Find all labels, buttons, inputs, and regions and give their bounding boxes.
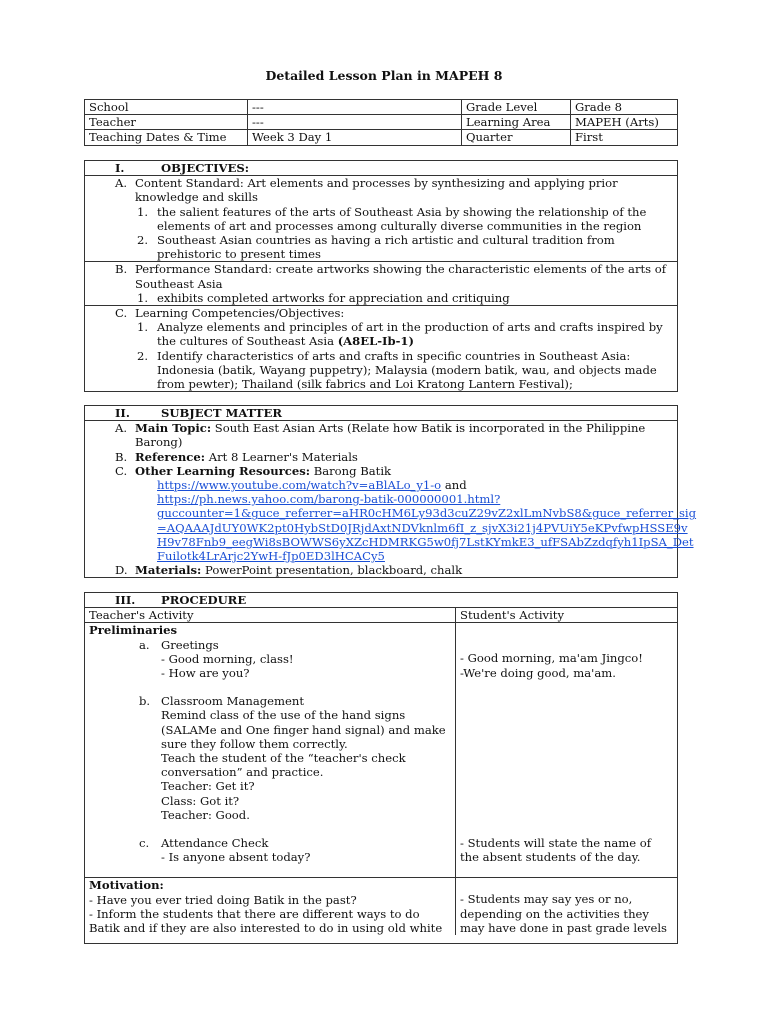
item-label: C. (115, 463, 128, 478)
teaching-dates-value: Week 3 Day 1 (248, 130, 462, 145)
yahoo-link[interactable]: https://ph.news.yahoo.com/barong-batik-000000001.html? (157, 492, 501, 507)
section-title: SUBJECT MATTER (161, 406, 283, 420)
quarter-value: First (571, 130, 678, 145)
competency-item: Identify characteristics of arts and crafts in specific countries in Southeast Asia: Indonesia (batik, Wayang puppetry); Malaysia (modern batik, wau, and objects made from pewter); Thailand (silk fabrics and Loi Kratong Lantern Festival); (157, 348, 657, 392)
item-label: A. (115, 421, 128, 436)
student-response: depending on the activities they (460, 906, 649, 921)
subject-matter-section (84, 405, 697, 578)
teacher-value: --- (248, 115, 462, 130)
management-line: Teacher: Good. (161, 807, 250, 822)
other-resources-text: Barong Batik (310, 463, 392, 478)
yahoo-link-cont[interactable]: =AQAAAJdUY0WK2pt0HybStD0JRjdAxtNDVknlm6fI_z_sjvX3i21j4PVUiY5eKPvfwpHSSE9v (157, 520, 688, 535)
competency-item: Analyze elements and principles of art in the production of arts and crafts inspired by the cultures of Southeast Asia (157, 320, 663, 349)
yahoo-link-cont[interactable]: Fuilotk4LrArjc2YwH-fJp0ED3lHCACy5 (157, 549, 385, 564)
motivation-label: Motivation: (89, 878, 164, 893)
grade-level-value: Grade 8 (571, 100, 678, 115)
link-connector: and (441, 478, 467, 493)
page-title: Detailed Lesson Plan in MAPEH 8 (265, 68, 503, 83)
student-response: - Students will state the name of (460, 835, 652, 850)
student-activity-header: Student's Activity (460, 608, 564, 623)
performance-standard-item: exhibits completed artworks for appreciation and critiquing (157, 290, 510, 305)
materials-text: PowerPoint presentation, blackboard, chalk (201, 563, 463, 578)
item-label: 2. (137, 233, 149, 248)
other-resources-label: Other Learning Resources: (135, 463, 311, 478)
learning-area-label: Learning Area (462, 115, 571, 130)
item-label: c. (139, 836, 150, 851)
section-number: III. (115, 593, 136, 607)
content-standard-text: Content Standard: Art elements and processes by synthesizing and applying prior knowledge and skills (135, 176, 618, 205)
student-response: - Students may say yes or no, (460, 892, 633, 907)
section-title: PROCEDURE (161, 593, 247, 607)
learning-area-value: MAPEH (Arts) (571, 115, 678, 130)
student-response: -We're doing good, ma'am. (460, 665, 616, 680)
objectives-heading (85, 161, 677, 176)
item-label: 1. (137, 320, 149, 335)
grade-level-label: Grade Level (462, 100, 571, 115)
yahoo-link-cont[interactable]: guccounter=1&guce_referrer=aHR0cHM6Ly93d3cuZ29vZ2xlLmNvbS8&guce_referrer_sig (157, 506, 697, 521)
content-standard-block (85, 176, 677, 262)
quarter-label: Quarter (462, 130, 571, 145)
content-standard-item: Southeast Asian countries as having a rich artistic and cultural tradition from prehistoric to present times (157, 233, 615, 262)
greeting-line: - How are you? (161, 666, 250, 681)
materials-label: Materials: (135, 563, 202, 578)
item-label: B. (115, 449, 128, 464)
item-label: 1. (137, 290, 149, 305)
student-preliminaries (456, 623, 677, 877)
preliminaries-row (85, 623, 677, 878)
teacher-activity-header: Teacher's Activity (85, 608, 456, 622)
yahoo-link-cont[interactable]: H9v78Fnb9_eegWi8sBOWWS6yXZcHDMRKG5w0fj7LstKYmkE3_ufFSAbZzdqfyh1IpSA_Det (157, 534, 694, 549)
main-topic-label: Main Topic: (135, 421, 212, 436)
management-line: Teach the student of the “teacher's check (161, 751, 406, 766)
section-number: II. (115, 406, 130, 420)
motivation-line: - Have you ever tried doing Batik in the past? (89, 892, 357, 907)
management-line: Remind class of the use of the hand signs (161, 708, 406, 723)
preliminaries-label: Preliminaries (89, 623, 178, 638)
student-response: the absent students of the day. (460, 850, 641, 865)
management-line: (SALAMe and One finger hand signal) and make (161, 722, 446, 737)
teaching-dates-label: Teaching Dates & Time (85, 130, 248, 145)
item-label: b. (139, 694, 151, 709)
item-label: D. (115, 563, 128, 578)
teacher-label: Teacher (85, 115, 248, 130)
learning-competencies-block (85, 306, 677, 391)
performance-standard-block (85, 262, 677, 306)
management-line: Class: Got it? (161, 793, 240, 808)
attendance-line: - Is anyone absent today? (161, 850, 311, 865)
management-line: conversation” and practice. (161, 765, 324, 780)
classroom-management-title: Classroom Management (161, 694, 304, 709)
reference-label: Reference: (135, 449, 206, 464)
section-title: OBJECTIVES: (161, 161, 249, 175)
student-response: - Good morning, ma'am Jingco! (460, 651, 643, 666)
motivation-line: Batik and if they are also interested to do in using old white (89, 921, 443, 936)
greeting-line: - Good morning, class! (161, 651, 294, 666)
learning-competencies-text: Learning Competencies/Objectives: (135, 306, 345, 321)
student-response: may have done in past grade levels (460, 920, 668, 935)
student-motivation (456, 878, 677, 935)
main-topic-text: South East Asian Arts (Relate how Batik is incorporated in the Philippine Barong) (135, 421, 646, 450)
motivation-row (85, 878, 677, 935)
performance-standard-text: Performance Standard: create artworks showing the characteristic elements of the arts of Southeast Asia (135, 262, 667, 291)
item-label: B. (115, 262, 128, 277)
competency-code: (A8EL-Ib-1) (337, 334, 414, 349)
item-label: 2. (137, 348, 149, 363)
management-line: Teacher: Get it? (161, 779, 255, 794)
section-number: I. (115, 161, 125, 175)
school-value: --- (248, 100, 462, 115)
subject-matter-heading (85, 406, 677, 421)
reference-text: Art 8 Learner's Materials (205, 449, 358, 464)
item-label: C. (115, 306, 128, 321)
youtube-link[interactable]: https://www.youtube.com/watch?v=aBlALo_y1-o (157, 478, 442, 493)
motivation-line: - Inform the students that there are different ways to do (89, 906, 420, 921)
teacher-preliminaries (85, 623, 456, 877)
subject-matter-body (85, 421, 697, 578)
management-line: sure they follow them correctly. (161, 736, 348, 751)
school-info-table (84, 99, 678, 146)
objectives-section (84, 160, 678, 392)
school-label: School (85, 100, 248, 115)
greetings-title: Greetings (161, 637, 219, 652)
procedure-section (84, 592, 678, 944)
item-label: 1. (137, 204, 149, 219)
teacher-motivation (85, 878, 456, 935)
content-standard-item: the salient features of the arts of Southeast Asia by showing the relationship of the elements of art and processes among culturally diverse communities in the region (157, 204, 647, 233)
item-label: A. (115, 176, 128, 191)
attendance-check-title: Attendance Check (161, 836, 269, 851)
procedure-heading (85, 593, 677, 608)
item-label: a. (139, 637, 150, 652)
procedure-header-row (85, 608, 677, 623)
